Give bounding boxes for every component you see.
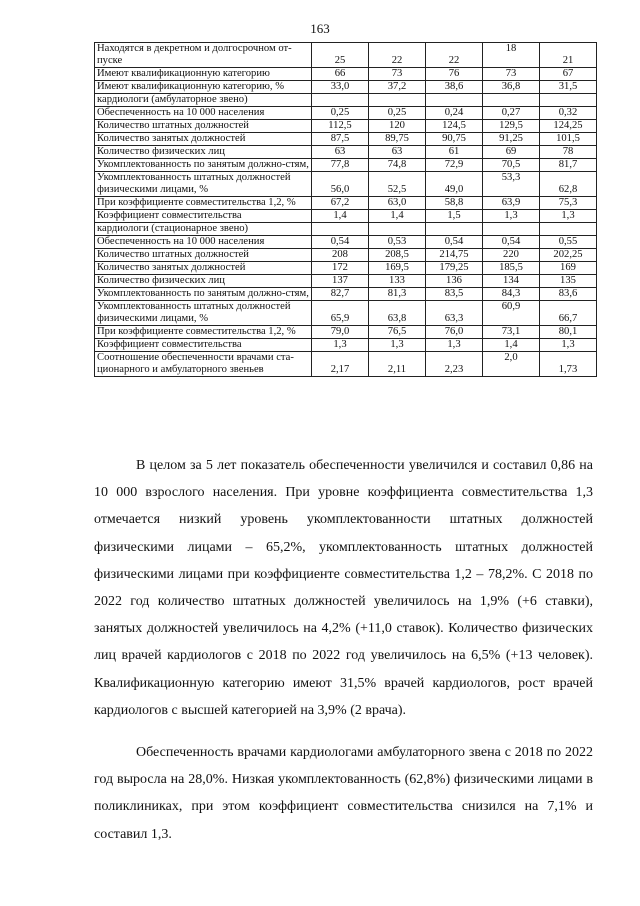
table-cell: 18 bbox=[483, 43, 540, 68]
table-row bbox=[95, 262, 597, 275]
table-cell bbox=[426, 94, 483, 107]
table-cell: 2,11 bbox=[369, 352, 426, 377]
table-cell: 38,6 bbox=[426, 81, 483, 94]
table-cell: 0,54 bbox=[312, 236, 369, 249]
table-cell: 63,3 bbox=[426, 301, 483, 326]
table-cell: 76 bbox=[426, 68, 483, 81]
table-cell: 1,3 bbox=[312, 339, 369, 352]
table-cell: 83,5 bbox=[426, 288, 483, 301]
table-cell: 2,23 bbox=[426, 352, 483, 377]
table-cell: 63 bbox=[369, 146, 426, 159]
table-cell bbox=[483, 94, 540, 107]
table-cell: 214,75 bbox=[426, 249, 483, 262]
row-label: Количество занятых должностей bbox=[95, 262, 312, 275]
table-cell: 2,0 bbox=[483, 352, 540, 377]
table-cell: 80,1 bbox=[540, 326, 597, 339]
table-row bbox=[95, 133, 597, 146]
table-cell: 62,8 bbox=[540, 172, 597, 197]
table-cell bbox=[540, 94, 597, 107]
table-row bbox=[95, 249, 597, 262]
row-label: Количество штатных должностей bbox=[95, 120, 312, 133]
table-cell: 0,54 bbox=[483, 236, 540, 249]
table-row bbox=[95, 68, 597, 81]
table-cell: 124,25 bbox=[540, 120, 597, 133]
table-cell: 0,54 bbox=[426, 236, 483, 249]
table-cell: 137 bbox=[312, 275, 369, 288]
table-cell bbox=[483, 223, 540, 236]
table-cell: 87,5 bbox=[312, 133, 369, 146]
table-row bbox=[95, 197, 597, 210]
table-cell: 1,3 bbox=[483, 210, 540, 223]
table-cell bbox=[369, 223, 426, 236]
table-row bbox=[95, 223, 597, 236]
table-cell: 0,32 bbox=[540, 107, 597, 120]
row-label: Обеспеченность на 10 000 населения bbox=[95, 107, 312, 120]
table-cell: 65,9 bbox=[312, 301, 369, 326]
table-cell: 1,4 bbox=[369, 210, 426, 223]
table-cell: 63 bbox=[312, 146, 369, 159]
table-row bbox=[95, 43, 597, 68]
table-cell: 72,9 bbox=[426, 159, 483, 172]
table-cell: 134 bbox=[483, 275, 540, 288]
table-cell: 60,9 bbox=[483, 301, 540, 326]
table-cell: 67,2 bbox=[312, 197, 369, 210]
paragraph: Обеспеченность врачами кардиологами амбулаторного звена с 2018 по 2022 год выросла на 28,0%. Низкая укомплектованность (62,8%) физическими лицами в поликлиниках, при этом коэффициент совместительства снизился на 7,1% и составил 1,3. bbox=[94, 745, 593, 842]
table-cell: 84,3 bbox=[483, 288, 540, 301]
row-label: Количество занятых должностей bbox=[95, 133, 312, 146]
table-cell: 66 bbox=[312, 68, 369, 81]
table-cell: 36,8 bbox=[483, 81, 540, 94]
row-label: Укомплектованность по занятым должно-стям, bbox=[95, 159, 312, 172]
table-cell: 81,3 bbox=[369, 288, 426, 301]
table-cell: 31,5 bbox=[540, 81, 597, 94]
table-cell: 0,25 bbox=[369, 107, 426, 120]
row-label: кардиологи (стационарное звено) bbox=[95, 223, 312, 236]
table-cell: 22 bbox=[369, 43, 426, 68]
table-cell: 37,2 bbox=[369, 81, 426, 94]
table-cell: 1,73 bbox=[540, 352, 597, 377]
table-cell: 1,4 bbox=[312, 210, 369, 223]
table-body bbox=[95, 43, 597, 377]
table-cell: 89,75 bbox=[369, 133, 426, 146]
table-cell: 76,5 bbox=[369, 326, 426, 339]
table-cell: 73 bbox=[369, 68, 426, 81]
row-label: Количество физических лиц bbox=[95, 146, 312, 159]
row-label: Находятся в декретном и долгосрочном от-пуске bbox=[95, 43, 312, 68]
table-cell: 66,7 bbox=[540, 301, 597, 326]
table-cell: 69 bbox=[483, 146, 540, 159]
table-cell: 25 bbox=[312, 43, 369, 68]
table-cell: 76,0 bbox=[426, 326, 483, 339]
table-cell bbox=[426, 223, 483, 236]
table-cell: 63,0 bbox=[369, 197, 426, 210]
table-cell: 91,25 bbox=[483, 133, 540, 146]
table-row bbox=[95, 301, 597, 326]
table-cell: 120 bbox=[369, 120, 426, 133]
table-row bbox=[95, 94, 597, 107]
table-cell: 83,6 bbox=[540, 288, 597, 301]
row-label: кардиологи (амбулаторное звено) bbox=[95, 94, 312, 107]
table-cell: 22 bbox=[426, 43, 483, 68]
table-cell: 1,3 bbox=[426, 339, 483, 352]
table-cell: 53,3 bbox=[483, 172, 540, 197]
table-cell: 172 bbox=[312, 262, 369, 275]
table-cell: 67 bbox=[540, 68, 597, 81]
table-cell: 21 bbox=[540, 43, 597, 68]
row-label: Коэффициент совместительства bbox=[95, 339, 312, 352]
row-label: Имеют квалификационную категорию bbox=[95, 68, 312, 81]
table-cell: 101,5 bbox=[540, 133, 597, 146]
table-cell: 81,7 bbox=[540, 159, 597, 172]
table-cell: 129,5 bbox=[483, 120, 540, 133]
table-cell: 70,5 bbox=[483, 159, 540, 172]
row-label: Соотношение обеспеченности врачами ста-ционарного и амбулаторного звеньев bbox=[95, 352, 312, 377]
table-cell bbox=[312, 223, 369, 236]
table-cell: 49,0 bbox=[426, 172, 483, 197]
table-row bbox=[95, 81, 597, 94]
table-row bbox=[95, 172, 597, 197]
table-cell: 1,3 bbox=[540, 210, 597, 223]
table-row bbox=[95, 275, 597, 288]
row-label: При коэффициенте совместительства 1,2, % bbox=[95, 197, 312, 210]
row-label: Обеспеченность на 10 000 населения bbox=[95, 236, 312, 249]
table-cell: 208 bbox=[312, 249, 369, 262]
table-row bbox=[95, 107, 597, 120]
table-cell bbox=[312, 94, 369, 107]
table-cell: 1,4 bbox=[483, 339, 540, 352]
row-label: При коэффициенте совместительства 1,2, % bbox=[95, 326, 312, 339]
row-label: Количество штатных должностей bbox=[95, 249, 312, 262]
table-cell: 58,8 bbox=[426, 197, 483, 210]
row-label: Укомплектованность по занятым должно-стям, bbox=[95, 288, 312, 301]
table-row bbox=[95, 146, 597, 159]
row-label: Укомплектованность штатных должностей физическими лицами, % bbox=[95, 301, 312, 326]
table-cell: 208,5 bbox=[369, 249, 426, 262]
table-cell: 73,1 bbox=[483, 326, 540, 339]
table-cell: 112,5 bbox=[312, 120, 369, 133]
table-cell: 136 bbox=[426, 275, 483, 288]
table-row bbox=[95, 236, 597, 249]
page-number: 163 bbox=[310, 21, 330, 36]
row-label: Имеют квалификационную категорию, % bbox=[95, 81, 312, 94]
table-cell: 135 bbox=[540, 275, 597, 288]
table-cell: 1,3 bbox=[369, 339, 426, 352]
table-cell: 202,25 bbox=[540, 249, 597, 262]
table-cell: 75,3 bbox=[540, 197, 597, 210]
table-cell: 82,7 bbox=[312, 288, 369, 301]
table-cell: 78 bbox=[540, 146, 597, 159]
row-label: Коэффициент совместительства bbox=[95, 210, 312, 223]
table-cell: 179,25 bbox=[426, 262, 483, 275]
table-row bbox=[95, 288, 597, 301]
table-cell: 79,0 bbox=[312, 326, 369, 339]
table-row bbox=[95, 210, 597, 223]
table-cell: 74,8 bbox=[369, 159, 426, 172]
table-cell: 169 bbox=[540, 262, 597, 275]
table-cell: 0,25 bbox=[312, 107, 369, 120]
table-cell: 61 bbox=[426, 146, 483, 159]
table-cell: 63,8 bbox=[369, 301, 426, 326]
table-row bbox=[95, 159, 597, 172]
table-row bbox=[95, 339, 597, 352]
table-cell: 56,0 bbox=[312, 172, 369, 197]
table-cell: 0,55 bbox=[540, 236, 597, 249]
table-cell: 0,24 bbox=[426, 107, 483, 120]
table-cell: 52,5 bbox=[369, 172, 426, 197]
table-cell bbox=[369, 94, 426, 107]
table-cell: 90,75 bbox=[426, 133, 483, 146]
table-row bbox=[95, 326, 597, 339]
table-cell: 0,53 bbox=[369, 236, 426, 249]
table-cell: 77,8 bbox=[312, 159, 369, 172]
table-cell: 33,0 bbox=[312, 81, 369, 94]
table-cell: 185,5 bbox=[483, 262, 540, 275]
row-label: Количество физических лиц bbox=[95, 275, 312, 288]
paragraph: В целом за 5 лет показатель обеспеченности увеличился и составил 0,86 на 10 000 взрослого населения. При уровне коэффициента совместительства 1,3 отмечается низкий уровень укомплектованности штатных должностей физическими лицами – 65,2%, укомплектованность штатных должностей физическими лицами при коэффициенте совместительства 1,2 – 78,2%. С 2018 по 2022 год количество штатных должностей увеличилось на 1,9% (+6 ставки), занятых должностей увеличилось на 4,2% (+11,0 ставок). Количество физических лиц врачей кардиологов с 2018 по 2022 год увеличилось на 6,5% (+13 человек). Квалификационную категорию имеют 31,5% врачей кардиологов, рост врачей кардиологов с высшей категорией на 3,9% (2 врача). bbox=[94, 458, 593, 718]
table-cell: 169,5 bbox=[369, 262, 426, 275]
table-cell: 2,17 bbox=[312, 352, 369, 377]
table-cell: 220 bbox=[483, 249, 540, 262]
staffing-table bbox=[94, 42, 597, 377]
table-cell: 0,27 bbox=[483, 107, 540, 120]
table-cell: 73 bbox=[483, 68, 540, 81]
table-cell: 1,5 bbox=[426, 210, 483, 223]
table-row bbox=[95, 120, 597, 133]
table-cell: 63,9 bbox=[483, 197, 540, 210]
table-cell bbox=[540, 223, 597, 236]
table-row bbox=[95, 352, 597, 377]
table-cell: 124,5 bbox=[426, 120, 483, 133]
table-cell: 133 bbox=[369, 275, 426, 288]
table-cell: 1,3 bbox=[540, 339, 597, 352]
row-label: Укомплектованность штатных должностей физическими лицами, % bbox=[95, 172, 312, 197]
